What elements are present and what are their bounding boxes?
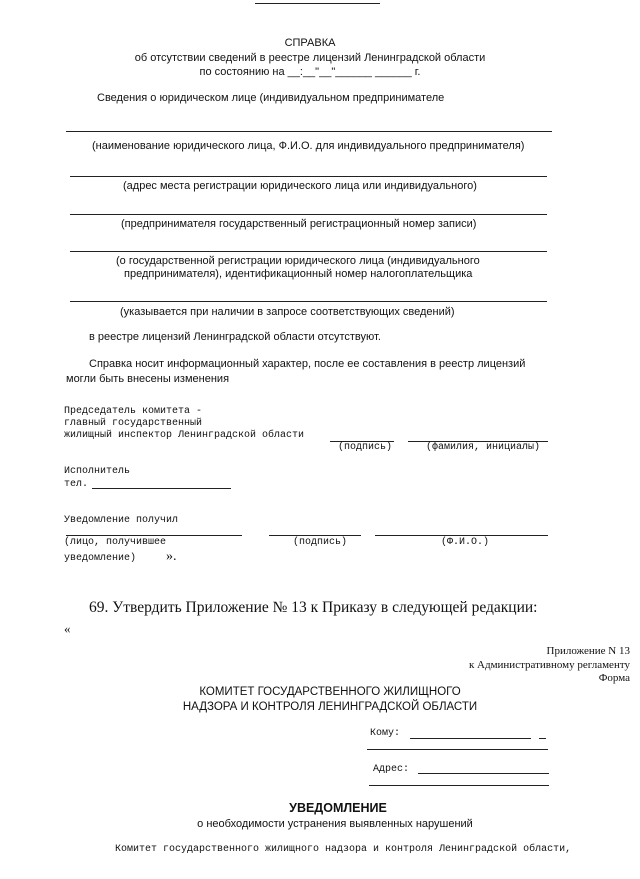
intro-text: Сведения о юридическом лице (индивидуальном предпринимателе (97, 92, 445, 104)
caption-state-reg-1: (о государственной регистрации юридического лица (индивидуального (116, 255, 480, 267)
notice-person-caption-1: (лицо, получившее (64, 537, 167, 548)
committee-line-2: НАДЗОРА И КОНТРОЛЯ ЛЕНИНГРАДСКОЙ ОБЛАСТИ (182, 701, 478, 713)
address-label: Адрес: (373, 764, 410, 775)
notice-title: УВЕДОМЛЕНИЕ (289, 801, 387, 815)
committee-line-1: КОМИТЕТ ГОСУДАРСТВЕННОГО ЖИЛИЩНОГО (199, 686, 461, 698)
signatory-title-1: Председатель комитета - (64, 406, 203, 417)
phone-label: тел. (64, 479, 89, 490)
executor-label: Исполнитель (64, 466, 131, 477)
blank-line-reg-number (70, 214, 547, 215)
appendix-line-2: к Административному регламенту (468, 659, 630, 671)
notice-fio-line (375, 535, 548, 536)
address-line-2 (369, 785, 549, 786)
absent-statement: в реестре лицензий Ленинградской области отсутствуют. (89, 331, 381, 343)
to-line-2 (367, 749, 548, 750)
signatory-title-2: главный государственный (64, 418, 203, 429)
blank-line-name (66, 131, 552, 132)
appendix-line-1: Приложение N 13 (546, 645, 630, 657)
notice-fio-caption: (Ф.И.О.) (441, 537, 490, 548)
blank-line-request (70, 301, 547, 302)
note-line-2: могли быть внесены изменения (66, 373, 230, 385)
address-line (418, 773, 549, 774)
caption-name: (наименование юридического лица, Ф.И.О. для индивидуального предпринимателя) (92, 140, 525, 152)
notice-signature-caption: (подпись) (293, 537, 348, 548)
notice-person-caption-2: уведомление) (64, 553, 137, 564)
to-line (410, 738, 531, 739)
signature-caption: (подпись) (338, 442, 393, 453)
signatory-title-3: жилищный инспектор Ленинградской области (64, 430, 305, 441)
notice-person-line (66, 535, 242, 536)
caption-request: (указывается при наличии в запросе соответствующих сведений) (120, 306, 455, 318)
note-line-1: Справка носит информационный характер, после ее составления в реестр лицензий (89, 358, 526, 370)
appendix-line-3: Форма (598, 672, 630, 684)
notice-signature-line (269, 535, 361, 536)
certificate-subtitle: об отсутствии сведений в реестре лицензий Ленинградской области (134, 52, 486, 64)
caption-reg-number: (предпринимателя государственный регистрационный номер записи) (121, 218, 477, 230)
blank-line-address (70, 176, 547, 177)
caption-address: (адрес места регистрации юридического лица или индивидуального) (123, 180, 477, 192)
notice-received-label: Уведомление получил (64, 515, 179, 526)
top-divider (255, 3, 380, 4)
phone-line (92, 488, 231, 489)
certificate-title: СПРАВКА (284, 37, 336, 49)
closing-quote: ». (166, 549, 177, 564)
opening-quote: « (64, 621, 71, 636)
to-label: Кому: (370, 728, 401, 739)
item-69-heading: 69. Утвердить Приложение № 13 к Приказу в следующей редакции: (89, 599, 538, 616)
notice-body-start: Комитет государственного жилищного надзора и контроля Ленинградской области, (115, 844, 572, 855)
notice-subtitle: о необходимости устранения выявленных нарушений (197, 818, 473, 830)
to-line-dash (539, 738, 546, 739)
blank-line-state-reg (70, 251, 547, 252)
name-caption: (фамилия, инициалы) (426, 442, 541, 453)
caption-state-reg-2: предпринимателя), идентификационный номер налогоплательщика (124, 268, 473, 280)
date-line: по состоянию на __:__"__"______ ______ г. (199, 66, 421, 78)
